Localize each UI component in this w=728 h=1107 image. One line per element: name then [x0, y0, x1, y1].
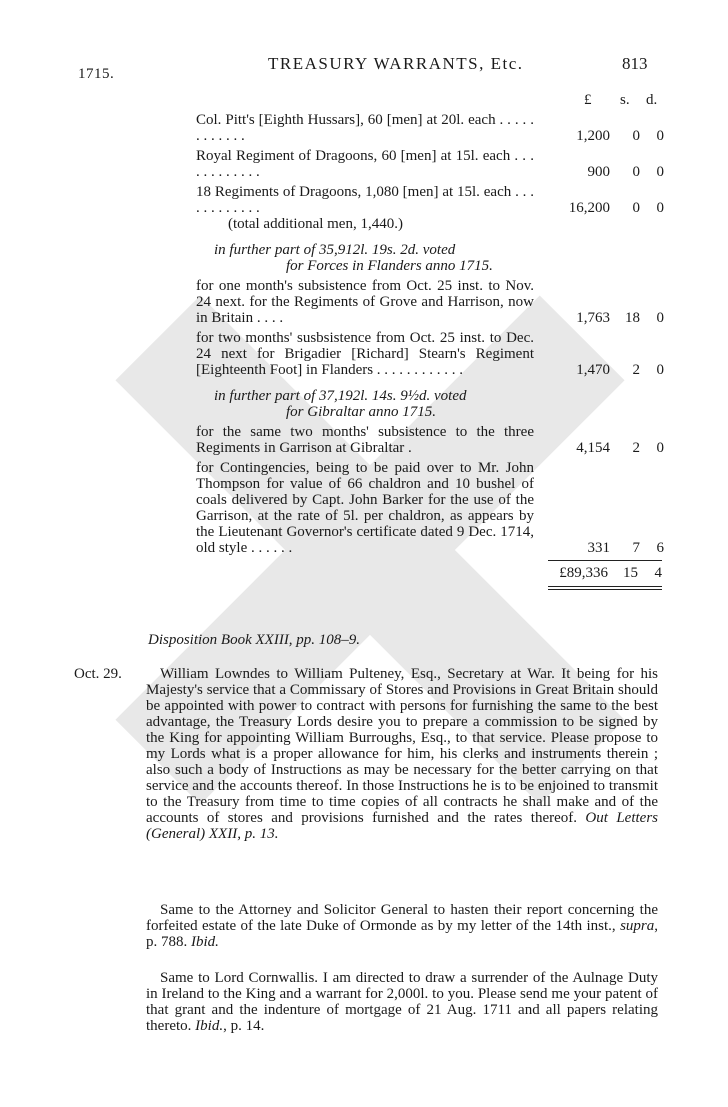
paragraph-reference: Ibid.: [195, 1018, 224, 1034]
entry-pence: 0: [656, 128, 664, 144]
total-pence: 4: [654, 565, 662, 581]
entry-text: Royal Regiment of Dragoons, 60 [men] at 15l. each . . . . . . . . . . . .: [196, 148, 534, 180]
entry-row: [196, 424, 666, 456]
entry-pounds: 1,763: [576, 310, 610, 326]
entry-shillings: 7: [632, 540, 640, 556]
source-reference: Disposition Book XXIII, pp. 108–9.: [148, 632, 361, 648]
entry-pence: 6: [656, 540, 664, 556]
entry-text: for one month's subsistence from Oct. 25 inst. to Nov. 24 next. for the Regiments of Grove and Harrison, now in Britain . . . .: [196, 278, 534, 326]
account-table: [196, 92, 666, 590]
paragraph-reference: Ibid.: [191, 934, 219, 950]
page-year: 1715.: [78, 66, 115, 82]
paragraph-page: , p. 14.: [223, 1018, 265, 1034]
entry-pence: 0: [656, 362, 664, 378]
entry-note: (total additional men, 1,440.): [228, 216, 403, 232]
entry-shillings: 0: [632, 200, 640, 216]
paragraph-reference: Out Letters (General) XXII, p. 13.: [146, 810, 658, 842]
entry-row: [196, 278, 666, 326]
entry-row: [196, 148, 666, 180]
subheading-line: for Forces in Flanders anno 1715.: [286, 258, 493, 274]
entry-shillings: 2: [632, 362, 640, 378]
entry-shillings: 2: [632, 440, 640, 456]
subheading-line: for Gibraltar anno 1715.: [286, 404, 437, 420]
entry-row: [196, 112, 666, 144]
running-title: TREASURY WARRANTS, Etc.: [268, 54, 524, 73]
letter-paragraph: [146, 970, 658, 1034]
entry-shillings: 18: [625, 310, 640, 326]
entry-pounds: 1,470: [576, 362, 610, 378]
entry-date: Oct. 29.: [74, 666, 122, 682]
sum-rule: [548, 560, 662, 561]
entry-text: for the same two months' subsistence to the three Regiments in Garrison at Gibraltar .: [196, 424, 534, 456]
subheading-line: in further part of 37,192l. 14s. 9½d. voted: [214, 388, 467, 404]
paragraph-text: William Lowndes to William Pulteney, Esq., Secretary at War. It being for his Majesty's service that a Commissary of Stores and Provisions in Great Britain should be appointed with power to contract with persons for furnishing the same to the best advantage, the Treasury Lords desire you to prepare a commission to be signed by the King for appointing William Burroughs, Esq., to that service. Please propose to my Lords what is a proper allowance for him, his clerks and instruments therein ; also such a body of Instructions as may be necessary for the better carrying on that service and the accounts thereof. In those Instructions he is to be enjoined to transmit to the Treasury from time to time copies of all contracts he shall make and of the accounts of stores and provisions furnished and the rates thereof.: [146, 666, 658, 826]
total-row: [196, 565, 662, 582]
entry-shillings: 0: [632, 164, 640, 180]
entry-text: Col. Pitt's [Eighth Hussars], 60 [men] at 20l. each . . . . . . . . . . . .: [196, 112, 534, 144]
section-subheading: [196, 388, 532, 420]
total-pounds: £89,336: [559, 565, 608, 581]
entry-pounds: 4,154: [576, 440, 610, 456]
entry-pence: 0: [656, 440, 664, 456]
entry-pounds: 16,200: [568, 200, 610, 216]
page-number: 813: [622, 54, 648, 73]
entry-text: 18 Regiments of Dragoons, 1,080 [men] at 15l. each . . . . . . . . . . . .: [196, 184, 534, 216]
shillings-heading: s.: [620, 92, 630, 108]
total-shillings: 15: [623, 565, 638, 581]
entry-pence: 0: [656, 164, 664, 180]
double-rule: [548, 586, 662, 590]
column-headings: [196, 92, 666, 112]
paragraph-text-cont: , p. 788.: [146, 918, 659, 950]
paragraph-text: Same to the Attorney and Solicitor General to hasten their report concerning the forfeited estate of the late Duke of Ormonde as by my letter of the 14th inst.,: [146, 902, 658, 934]
paragraph-text: Same to Lord Cornwallis. I am directed to draw a surrender of the Aulnage Duty in Ireland to the King and a warrant for 2,000l. to you. Please send me your patent of that grant and the indenture of mortgage of 21 Aug. 1711 and all papers relating thereto.: [146, 970, 658, 1034]
entry-pounds: 1,200: [576, 128, 610, 144]
pounds-heading: £: [584, 92, 592, 108]
entry-shillings: 0: [632, 128, 640, 144]
letter-paragraph: [146, 666, 658, 842]
entry-pounds: 900: [587, 164, 610, 180]
entry-pounds: 331: [587, 540, 610, 556]
entry-pence: 0: [656, 200, 664, 216]
entry-row: [196, 460, 666, 556]
entry-row: [196, 184, 666, 232]
letter-paragraph: [146, 902, 658, 950]
entry-text: for Contingencies, being to be paid over to Mr. John Thompson for value of 66 chaldron and 10 bushel of coals delivered by Capt. John Barker for the use of the Garrison, at the rate of 5l. per chaldron, as appears by the Lieutenant Governor's certificate dated 9 Dec. 1714, old style . . . . . .: [196, 460, 534, 556]
entry-text: for two months' susbsistence from Oct. 25 inst. to Dec. 24 next for Brigadier [Richard] Stearn's Regiment [Eighteenth Foot] in Flanders . . . . . . . . . . . .: [196, 330, 534, 378]
paragraph-supra: supra: [620, 918, 655, 934]
entry-pence: 0: [656, 310, 664, 326]
pence-heading: d.: [646, 92, 658, 108]
entry-row: [196, 330, 666, 378]
subheading-line: in further part of 35,912l. 19s. 2d. voted: [214, 242, 456, 258]
section-subheading: [196, 242, 532, 274]
